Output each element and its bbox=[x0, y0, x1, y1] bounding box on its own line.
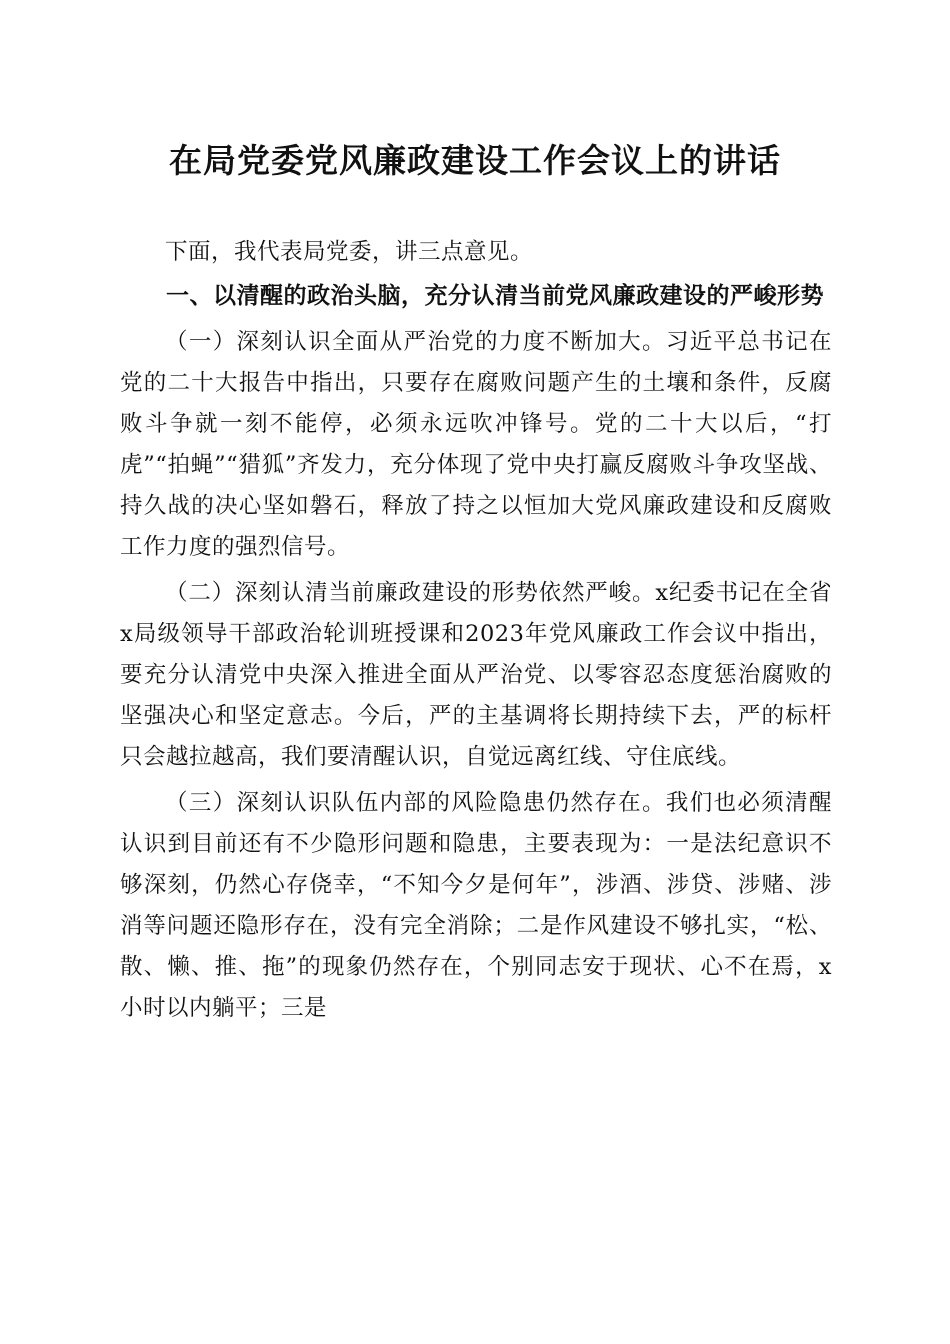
section-1-item-3 bbox=[120, 783, 832, 1029]
section-1-item-1 bbox=[120, 322, 832, 568]
item-2-text: x纪委书记在全省x局级领导干部政治轮训班授课和2023年党风廉政工作会议中指出，要充分认清党中央深入推进全面从严治党、以零容忍态度惩治腐败的坚强决心和坚定意志。今后，严的主基调将长期持续下去，严的标杆只会越拉越高，我们要清醒认识，自觉远离红线、守住底线。 bbox=[120, 580, 832, 770]
item-1-text: 习近平总书记在党的二十大报告中指出，只要存在腐败问题产生的土壤和条件，反腐败斗争就一刻不能停，必须永远吹冲锋号。党的二十大以后，“打虎”“拍蝇”“猎狐”齐发力，充分体现了党中央打赢反腐败斗争攻坚战、持久战的决心坚如磐石，释放了持之以恒加大党风廉政建设和反腐败工作力度的强烈信号。 bbox=[120, 329, 832, 560]
item-2-lead: （二）深刻认清当前廉政建设的形势依然严峻。 bbox=[165, 580, 656, 606]
document-title: 在局党委党风廉政建设工作会议上的讲话 bbox=[169, 141, 781, 180]
item-3-lead: （三）深刻认识队伍内部的风险隐患仍然存在。 bbox=[165, 790, 666, 816]
section-1-heading: 一、以清醒的政治头脑，充分认清当前党风廉政建设的严峻形势 bbox=[166, 283, 824, 309]
section-1-item-2 bbox=[120, 573, 832, 778]
document-body bbox=[120, 232, 832, 1029]
item-1-lead: （一）深刻认识全面从严治党的力度不断加大。 bbox=[165, 329, 666, 355]
intro-paragraph: 下面，我代表局党委，讲三点意见。 bbox=[165, 239, 534, 265]
item-3-text: 我们也必须清醒认识到目前还有不少隐形问题和隐患，主要表现为：一是法纪意识不够深刻，仍然心存侥幸，“不知今夕是何年”，涉酒、涉贷、涉赌、涉消等问题还隐形存在，没有完全消除；二是作风建设不够扎实，“松、散、懒、推、拖”的现象仍然存在，个别同志安于现状、心不在焉，x小时以内躺平；三是 bbox=[120, 790, 832, 1021]
